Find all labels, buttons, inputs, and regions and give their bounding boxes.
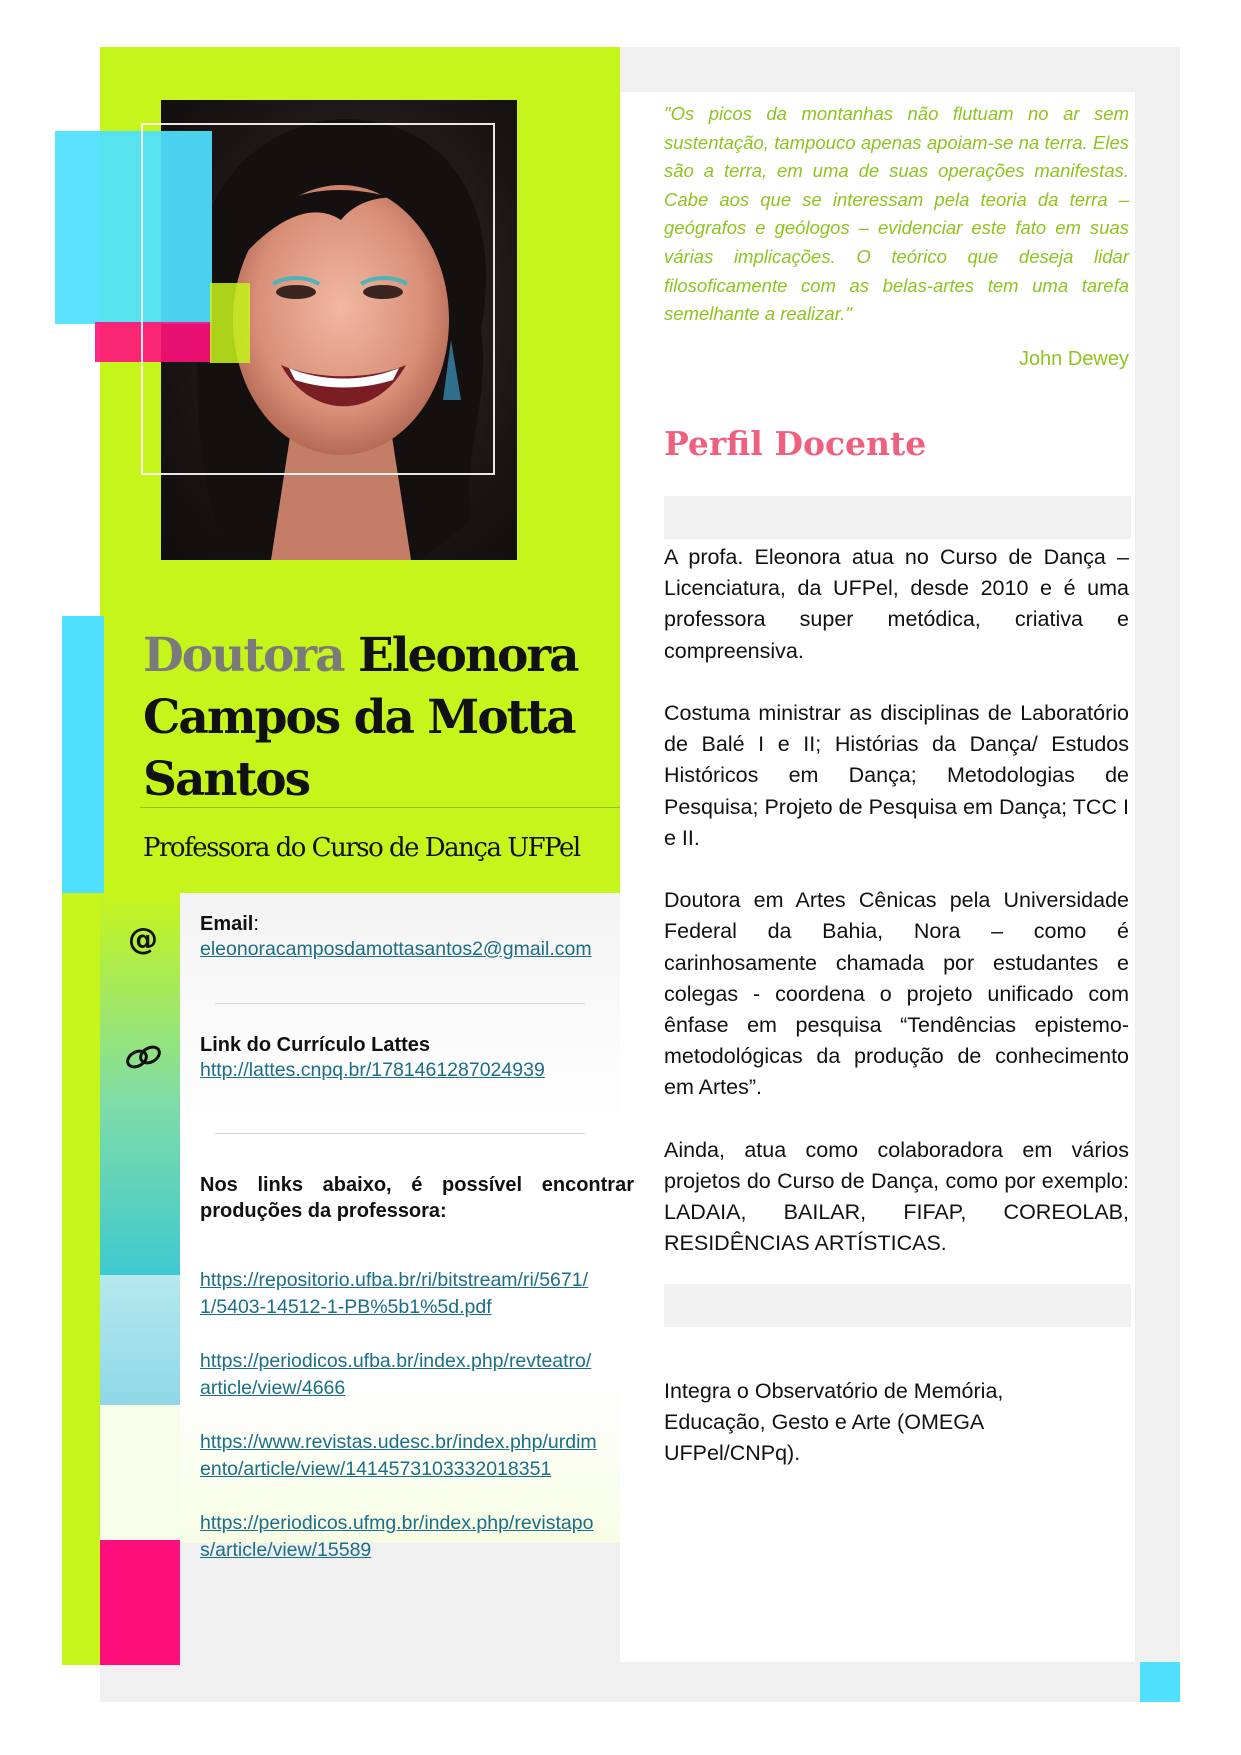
lattes-label: Link do Currículo Lattes: [200, 1034, 431, 1056]
publication-link[interactable]: https://periodicos.ufba.br/index.php/revteatro/article/view/4666: [200, 1350, 592, 1399]
pink-block: [100, 1540, 180, 1665]
publication-link[interactable]: https://www.revistas.udesc.br/index.php/urdimento/article/view/1414573103332018351: [200, 1431, 597, 1480]
name-divider: [140, 807, 620, 808]
section-heading: Perfil Docente: [664, 424, 927, 463]
profile-subtitle: Professora do Curso de Dança UFPel: [143, 833, 580, 863]
body-paragraph: Costuma ministrar as disciplinas de Laboratório de Balé I e II; Histórias da Dança/ Estudos Históricos em Dança; Metodologias de Pesquisa; Projeto de Pesquisa em Dança; TCC I e II.: [664, 701, 1129, 850]
body-paragraph-omega: Integra o Observatório de Memória, Educação, Gesto e Arte (OMEGA UFPel/CNPq).: [664, 1379, 1004, 1466]
publication-link[interactable]: https://periodicos.ufmg.br/index.php/revistapos/article/view/15589: [200, 1512, 594, 1561]
links-intro: Nos links abaixo, é possível encontrar produções da professora:: [200, 1174, 634, 1222]
email-link[interactable]: eleonoracamposdamottasantos2@gmail.com: [200, 938, 592, 960]
body-paragraph: Ainda, atua como colaboradora em vários projetos do Curso de Dança, como por exemplo: LADAIA, BAILAR, FIFAP, COREOLAB, RESIDÊNCIAS ARTÍSTICAS.: [664, 1137, 1129, 1256]
profile-name: [143, 625, 613, 811]
accent-strip-lime: [62, 893, 104, 1665]
academic-title: Doutora: [143, 628, 344, 683]
grey-divider-bar: [664, 1284, 1131, 1327]
accent-strip-cyan: [62, 616, 104, 894]
lattes-link[interactable]: http://lattes.cnpq.br/1781461287024939: [200, 1059, 545, 1081]
email-block: [200, 913, 600, 963]
body-paragraph: Doutora em Artes Cênicas pela Universidade Federal da Bahia, Nora – como é carinhosamente chamada por estudantes e colegas - coordena o projeto unificado com ênfase em pesquisa “Tendências epistemo-metodológicas da produção de conhecimento em Artes”.: [664, 888, 1129, 1100]
profile-body: [664, 542, 1129, 1291]
quote-author: John Dewey: [1018, 348, 1129, 370]
contact-separator: [215, 1133, 585, 1134]
name-line-2: Campos da Motta: [143, 690, 575, 745]
name-line-3: Santos: [143, 752, 310, 807]
at-icon: @: [128, 922, 158, 957]
contact-separator: [215, 1003, 585, 1004]
email-colon: :: [253, 913, 259, 935]
publication-link[interactable]: https://repositorio.ufba.br/ri/bitstream/ri/5671/1/5403-14512-1-PB%5b1%5d.pdf: [200, 1269, 589, 1318]
email-label: Email: [200, 913, 254, 935]
grey-divider-bar: [664, 496, 1131, 539]
pale-block: [100, 1405, 180, 1545]
quote-text: "Os picos da montanhas não flutuam no ar sem sustentação, tampouco apenas apoiam-se na terra. Eles são a terra, em uma de suas operações manifestas. Cabe aos que se interessam pela teoria da terra – geógrafos e geólogos – evidenciar este fato em suas várias implicações. O teórico que deseja lidar filosoficamente com as belas-artes tem uma tarefa semelhante a realizar.": [664, 103, 1129, 325]
body-paragraph: A profa. Eleonora atua no Curso de Dança – Licenciatura, da UFPel, desde 2010 e é uma professora super metódica, criativa e compreensiva.: [664, 545, 1129, 663]
photo-outline-frame: [141, 123, 495, 475]
publication-links: [200, 1267, 600, 1564]
name-line-1: Eleonora: [357, 628, 578, 683]
light-cyan-block: [100, 1275, 180, 1405]
link-icon: [124, 1044, 164, 1074]
corner-square: [1140, 1662, 1180, 1702]
lattes-block: [200, 1034, 600, 1084]
